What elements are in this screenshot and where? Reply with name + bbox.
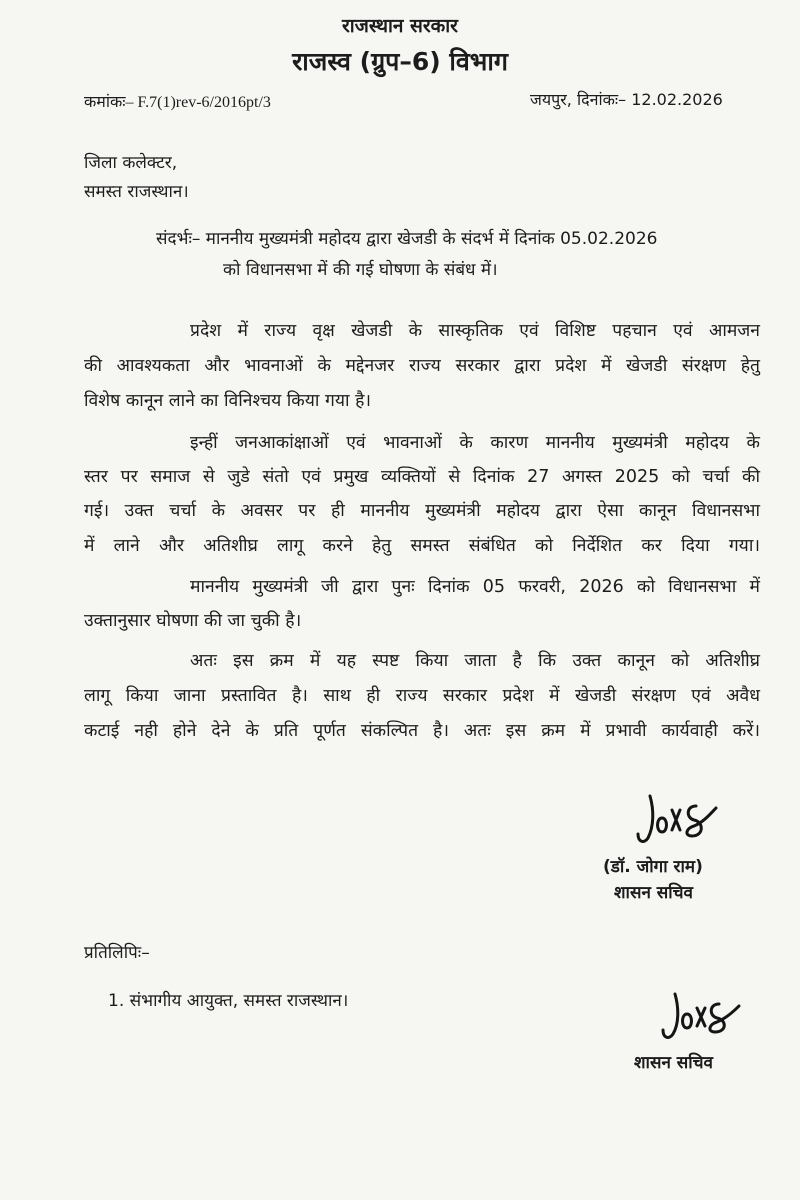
paragraph-4-line-3: कटाई नही होने देने के प्रति पूर्णत संकल्पित है। अतः इस क्रम में प्रभावी कार्यवाही करें। bbox=[84, 721, 760, 741]
copy-to-heading: प्रतिलिपिः– bbox=[84, 943, 150, 963]
signatory-name: (डॉ. जोगा राम) bbox=[603, 857, 703, 877]
paragraph-1-line-1: प्रदेश में राज्य वृक्ष खेजडी के सास्कृतिक एवं विशिष्ट पहचान एवं आमजन bbox=[190, 321, 760, 341]
copy-signatory-designation: शासन सचिव bbox=[634, 1053, 713, 1073]
paragraph-1-line-3: विशेष कानून लाने का विनिश्चय किया गया है। bbox=[84, 391, 372, 411]
paragraph-3-line-2: उक्तानुसार घोषणा की जा चुकी है। bbox=[84, 611, 302, 631]
paragraph-2-line-2: स्तर पर समाज से जुडे संतो एवं प्रमुख व्यक्तियों से दिनांक 27 अगस्त 2025 को चर्चा की bbox=[84, 467, 760, 487]
subject-line-2: को विधानसभा में की गई घोषणा के संबंध में। bbox=[223, 260, 498, 280]
government-name: राजस्थान सरकार bbox=[342, 15, 458, 37]
paragraph-4-line-1: अतः इस क्रम में यह स्पष्ट किया जाता है कि उक्त कानून को अतिशीघ्र bbox=[190, 651, 760, 671]
reference-number: कमांकः– F.7(1)rev-6/2016pt/3 bbox=[84, 94, 271, 111]
paragraph-4-line-2: लागू किया जाना प्रस्तावित है। साथ ही राज्य सरकार प्रदेश में खेजडी संरक्षण एवं अवैध bbox=[84, 686, 760, 706]
paragraph-1-line-2: की आवश्यकता और भावनाओं के मद्देनजर राज्य सरकार द्वारा प्रदेश में खेजडी संरक्षण हेतु bbox=[84, 356, 760, 376]
department-name: राजस्व (ग्रुप–6) विभाग bbox=[292, 47, 508, 76]
letter-date: जयपुर, दिनांकः– 12.02.2026 bbox=[530, 90, 723, 109]
signature-image bbox=[628, 788, 728, 850]
copy-to-item-1: 1. संभागीय आयुक्त, समस्त राजस्थान। bbox=[108, 991, 349, 1011]
signatory-designation: शासन सचिव bbox=[614, 883, 693, 903]
paragraph-3-line-1: माननीय मुख्यमंत्री जी द्वारा पुनः दिनांक 05 फरवरी, 2026 को विधानसभा में bbox=[190, 577, 760, 597]
paragraph-2-line-1: इन्हीं जनआकांक्षाओं एवं भावनाओं के कारण माननीय मुख्यमंत्री महोदय के bbox=[190, 433, 760, 453]
second-signature-image bbox=[655, 988, 750, 1046]
addressee-line-2: समस्त राजस्थान। bbox=[84, 182, 189, 202]
addressee-line-1: जिला कलेक्टर, bbox=[84, 153, 178, 173]
subject-line-1: संदर्भः– माननीय मुख्यमंत्री महोदय द्वारा खेजडी के संदर्भ में दिनांक 05.02.2026 bbox=[156, 229, 658, 249]
paragraph-2-line-3: गई। उक्त चर्चा के अवसर पर ही माननीय मुख्यमंत्री महोदय द्वारा ऐसा कानून विधानसभा bbox=[84, 501, 760, 521]
paragraph-2-line-4: में लाने और अतिशीघ्र लागू करने हेतु समस्त संबंधित को निर्देशित कर दिया गया। bbox=[84, 536, 760, 556]
